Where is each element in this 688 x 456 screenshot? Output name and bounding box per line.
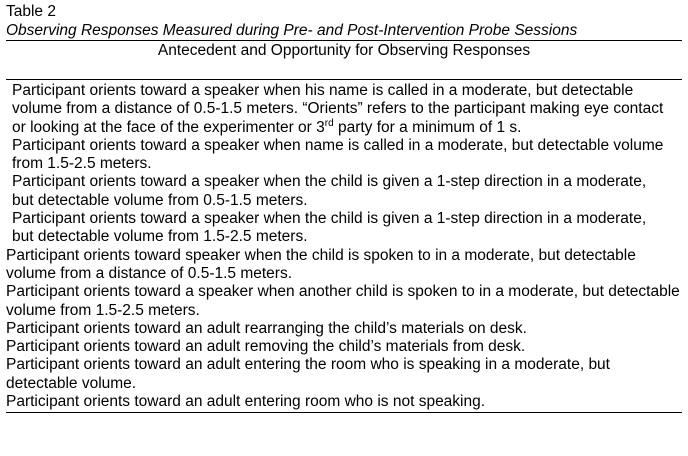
table-row-4: Participant orients toward a speaker when the child is given a 1-step direction in a moderate, but detectable volume from 1.5-2.5 meters.: [12, 210, 647, 246]
table-row-1: [6, 82, 682, 137]
table-body: [6, 82, 682, 411]
table-row-6: Participant orients toward a speaker when another child is spoken to in a moderate, but detectable volume from 1.5-2.5 meters.: [6, 283, 680, 319]
table-row-7: Participant orients toward an adult rearranging the child’s materials on desk.: [6, 319, 527, 337]
table-row-3: Participant orients toward a speaker when the child is given a 1-step direction in a moderate, but detectable volume from 0.5-1.5 meters.: [12, 173, 647, 209]
table-row-1-superscript: rd: [324, 117, 334, 129]
table-row-1-text-end: party for a minimum of 1 s.: [333, 118, 522, 136]
table-row-8: Participant orients toward an adult removing the child’s materials from desk.: [6, 338, 526, 356]
table-row-5: Participant orients toward speaker when the child is spoken to in a moderate, but detectable volume from a distance of 0.5-1.5 meters.: [6, 246, 636, 282]
table-title: Observing Responses Measured during Pre- and Post-Intervention Probe Sessions: [6, 22, 578, 39]
table-header-rule: [6, 79, 682, 80]
table-label: Table 2: [6, 3, 56, 20]
table-row-10: Participant orients toward an adult entering room who is not speaking.: [6, 393, 486, 411]
table-row-1-text: Participant orients toward a speaker when his name is called in a moderate, but detectable volume from a distance of 0.5-1.5 meters. “Orients” refers to the participant making eye contact or looking at the face of the experimenter or 3: [12, 82, 664, 136]
table-row-2: Participant orients toward a speaker when name is called in a moderate, but detectable volume from 1.5-2.5 meters.: [12, 136, 664, 173]
table-bottom-rule: [6, 412, 682, 413]
column-header: Antecedent and Opportunity for Observing Responses: [157, 42, 531, 59]
table-row-9: Participant orients toward an adult entering the room who is speaking in a moderate, but detectable volume.: [6, 356, 610, 392]
